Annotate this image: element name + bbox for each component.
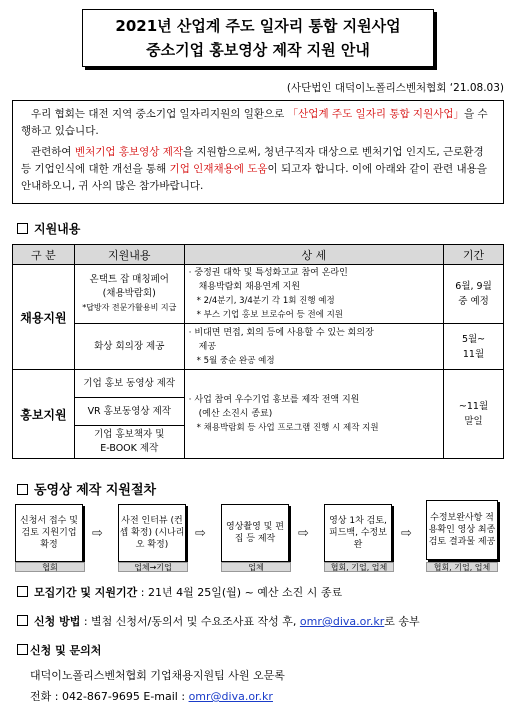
program-text: 기업 홍보책자 및	[94, 429, 165, 440]
contact-team: 대덕이노폴리스벤처협회 기업채용지원팀 사원 오문록	[30, 669, 285, 682]
program-note: *답방자 전문가활용비 지급	[82, 303, 177, 312]
step-4-tag: 협회, 기업, 업체	[324, 562, 394, 572]
detail-job-fair	[184, 265, 443, 324]
contact-phone: 전화 : 042-867-9695 E-mail :	[30, 690, 189, 703]
intro-paragraph-1	[21, 106, 495, 140]
apply-method-line	[17, 613, 420, 629]
period-job-fair	[444, 265, 504, 324]
step-text: 사전 인터뷰 (컨셉 확정) (시나리오 확정)	[119, 516, 185, 550]
program-promo-video: 기업 홍보 동영상 제작	[74, 370, 184, 398]
intro-text: 우리 협회는 대전 지역 중소기업 일자리지원의 일환으로	[31, 108, 288, 120]
step-text: 수정보완사항 적용확인 영상 최종검토 결과물 제공	[428, 513, 496, 547]
category-hiring: 채용지원	[13, 265, 75, 370]
program-vr-video: VR 홍보동영상 제작	[74, 398, 184, 426]
support-table	[12, 244, 504, 459]
section-heading-text: 지원내용	[34, 222, 81, 236]
detail-note: * 채용박람회 등 사업 프로그램 진행 시 제작 지원	[196, 423, 379, 433]
detail-text: (예산 소진시 종료)	[198, 409, 273, 419]
detail-video-room	[184, 324, 443, 370]
intro-text: 관련하여	[31, 146, 75, 158]
recruit-period-text: : 21년 4월 25일(월) ~ 예산 소진 시 종료	[137, 586, 343, 599]
checkbox-square-icon	[17, 586, 28, 597]
step-4-box	[324, 504, 392, 562]
contact-heading-line	[17, 642, 101, 658]
section-heading-support	[17, 220, 80, 237]
header-content: 지원내용	[74, 245, 184, 265]
arrow-right-icon: ⇨	[401, 526, 412, 541]
recruit-period-line	[17, 584, 342, 600]
header-period: 기간	[444, 245, 504, 265]
program-job-fair	[74, 265, 184, 324]
section-heading-procedure	[17, 479, 156, 498]
contact-phone-email	[30, 688, 273, 704]
step-2-box	[118, 504, 186, 562]
header-detail: 상 세	[184, 245, 443, 265]
period-text: ~11월	[458, 401, 489, 412]
header-category: 구 분	[13, 245, 75, 265]
apply-method-tail: 로 송부	[384, 615, 420, 628]
detail-note: * 부스 기업 홍보 브로슈어 등 전에 지원	[196, 310, 343, 320]
program-ebook	[74, 426, 184, 459]
program-text: (채용박람회)	[102, 288, 156, 299]
checkbox-square-icon	[17, 615, 28, 626]
detail-text: · 비대면 면접, 회의 등에 사용할 수 있는 회의장	[188, 327, 374, 338]
detail-text: 채용박람회 채용연계 지원	[198, 282, 301, 292]
step-text: 영상 1차 검토, 피드백, 수정보완	[329, 516, 387, 550]
section-heading-text: 동영상 제작 지원절차	[34, 483, 157, 498]
highlight-video: 벤처기업 홍보영상 제작	[74, 146, 184, 158]
step-1-tag: 협회	[15, 562, 85, 572]
table-header-row	[13, 245, 504, 265]
checkbox-square-icon	[17, 644, 28, 655]
document-title-box	[82, 9, 434, 67]
checkbox-square-icon	[17, 223, 28, 234]
intro-text: 을 지원함으로써, 청년구직자 대상으로 벤처기업 인지도, 근로환경 등 기업인식에 대한 개선을 통해	[21, 146, 484, 175]
intro-paragraph-2	[21, 144, 495, 195]
email-link[interactable]: omr@diva.or.kr	[299, 615, 385, 628]
period-video-room	[444, 324, 504, 370]
step-5-tag: 협회, 기업, 업체	[426, 562, 498, 572]
detail-text: 제공	[198, 341, 217, 352]
title-line-1: 2021년 산업계 주도 일자리 통합 지원사업	[115, 17, 401, 35]
step-1-box	[15, 504, 83, 562]
arrow-right-icon: ⇨	[92, 526, 103, 541]
highlight-hiring: 기업 인재채용에 도움	[169, 163, 268, 175]
checkbox-square-icon	[17, 484, 28, 495]
step-text: 신청서 접수 및 검토 지원기업 확정	[20, 516, 78, 550]
intro-text: 이 되고자 합니다. 이에 아래와 같이 관련 내용을 안내하오니, 귀 사의 많은 참가바랍니다.	[21, 163, 487, 192]
table-row	[13, 324, 504, 370]
step-5-box	[426, 500, 498, 560]
contact-heading: 신청 및 문의처	[30, 644, 102, 657]
period-text: 11월	[462, 348, 485, 360]
period-text: 중 예정	[458, 296, 489, 307]
period-text: 6월, 9월	[455, 281, 492, 292]
apply-method-text: : 별첨 신청서/동의서 및 수요조사표 작성 후,	[80, 615, 300, 628]
program-text: E-BOOK 제작	[100, 443, 159, 454]
period-text: 5월~	[461, 333, 486, 345]
title-line-2: 중소기업 홍보영상 제작 지원 안내	[146, 41, 370, 59]
detail-promotion	[184, 370, 443, 459]
intro-box	[12, 100, 504, 204]
program-video-room: 화상 회의장 제공	[74, 324, 184, 370]
period-text: 말일	[464, 416, 483, 427]
contact-email-link[interactable]: omr@diva.or.kr	[188, 690, 273, 703]
detail-note: * 2/4분기, 3/4분기 각 1회 진행 예정	[196, 296, 335, 306]
category-promotion: 홍보지원	[13, 370, 75, 459]
program-text: 온택트 잡 매칭페어	[89, 274, 169, 285]
arrow-right-icon: ⇨	[195, 526, 206, 541]
intro-text: 을 수행하고 있습니다.	[21, 108, 488, 137]
organization-date: (사단법인 대덕이노폴리스벤처협회 ‘21.08.03)	[286, 82, 504, 94]
detail-note: * 5월 중순 완공 예정	[196, 355, 275, 366]
procedure-flow	[15, 504, 505, 572]
step-3-tag: 업체	[221, 562, 291, 572]
detail-text: · 사업 참여 우수기업 홍보를 제작 전액 지원	[188, 395, 360, 405]
detail-text: · 중정권 대학 및 특성화고교 참여 온라인	[188, 268, 348, 278]
recruit-period-label: 모집기간 및 지원기간	[34, 586, 138, 599]
program-name-highlight: 「산업계 주도 일자리 통합 지원사업」	[287, 108, 465, 120]
period-promotion	[444, 370, 504, 459]
table-row	[13, 265, 504, 324]
step-3-box	[221, 504, 289, 562]
table-row	[13, 370, 504, 398]
arrow-right-icon: ⇨	[298, 526, 309, 541]
step-text: 영상촬영 및 편집 등 제작	[226, 522, 284, 544]
step-2-tag: 업체→기업	[118, 562, 188, 572]
apply-method-label: 신청 방법	[34, 615, 81, 628]
